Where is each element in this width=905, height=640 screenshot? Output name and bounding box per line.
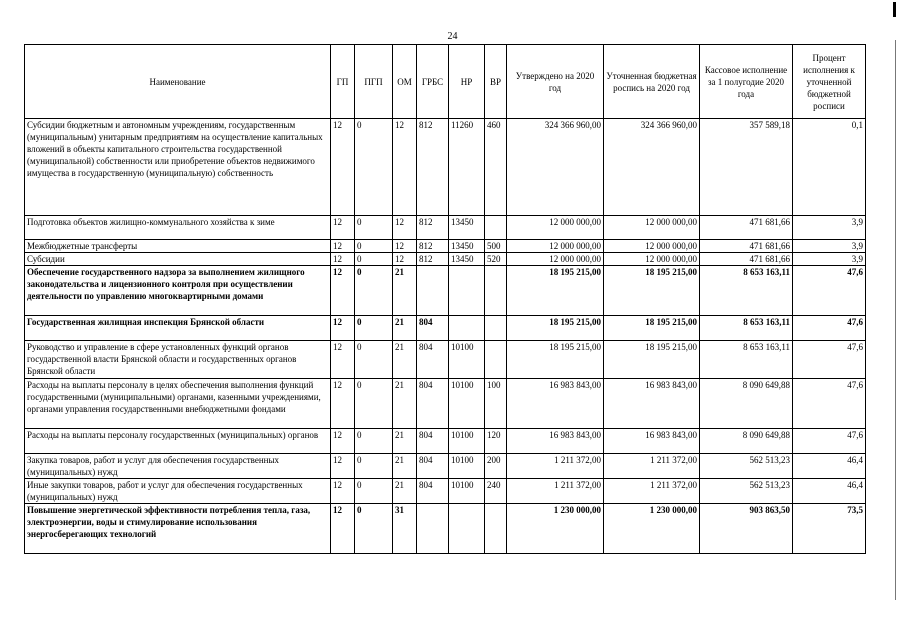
cell-grbs: 804 xyxy=(417,379,449,429)
cell-percent: 3,9 xyxy=(793,216,866,240)
cell-name: Обеспечение государственного надзора за выполнением жилищного законодательства и лицензионного контроля при осуществлении деятельности по управлению многоквартирными домами xyxy=(25,266,331,316)
cell-percent: 3,9 xyxy=(793,253,866,266)
cell-om: 12 xyxy=(393,240,417,253)
header-pgp: ПГП xyxy=(355,45,393,119)
cell-gp: 12 xyxy=(331,504,355,554)
cell-pgp: 0 xyxy=(355,266,393,316)
cell-pgp: 0 xyxy=(355,379,393,429)
scan-edge-line xyxy=(895,40,896,600)
cell-vr xyxy=(485,341,507,379)
cell-om: 31 xyxy=(393,504,417,554)
cell-name: Подготовка объектов жилищно-коммунального хозяйства к зиме xyxy=(25,216,331,240)
cell-cash: 562 513,23 xyxy=(700,454,793,479)
cell-percent: 47,6 xyxy=(793,341,866,379)
cell-vr xyxy=(485,216,507,240)
cell-np xyxy=(449,266,485,316)
cell-approved: 12 000 000,00 xyxy=(507,216,604,240)
cell-name: Расходы на выплаты персоналу государственных (муниципальных) органов xyxy=(25,429,331,454)
cell-approved: 1 230 000,00 xyxy=(507,504,604,554)
cell-vr: 500 xyxy=(485,240,507,253)
cell-vr: 100 xyxy=(485,379,507,429)
cell-grbs: 804 xyxy=(417,479,449,504)
cell-refined: 1 211 372,00 xyxy=(604,454,700,479)
header-om: ОМ xyxy=(393,45,417,119)
cell-grbs: 812 xyxy=(417,253,449,266)
cell-name: Субсидии бюджетным и автономным учреждениям, государственным (муниципальным) унитарным предприятиям на осуществление капитальных вложений в объекты капитального строительства государственной (муниципальной) собственности или приобретение объектов недвижимого имущества в государственную (муниципальную) собственность xyxy=(25,119,331,216)
cell-grbs: 812 xyxy=(417,216,449,240)
cell-pgp: 0 xyxy=(355,316,393,341)
cell-gp: 12 xyxy=(331,216,355,240)
header-grbs: ГРБС xyxy=(417,45,449,119)
cell-cash: 8 653 163,11 xyxy=(700,316,793,341)
cell-approved: 18 195 215,00 xyxy=(507,341,604,379)
cell-name: Закупка товаров, работ и услуг для обеспечения государственных (муниципальных) нужд xyxy=(25,454,331,479)
cell-om: 21 xyxy=(393,266,417,316)
cell-refined: 12 000 000,00 xyxy=(604,216,700,240)
cell-grbs: 804 xyxy=(417,429,449,454)
cell-grbs: 804 xyxy=(417,341,449,379)
cell-om: 12 xyxy=(393,253,417,266)
cell-cash: 8 090 649,88 xyxy=(700,379,793,429)
table-body xyxy=(25,119,866,554)
cell-approved: 18 195 215,00 xyxy=(507,266,604,316)
cell-gp: 12 xyxy=(331,479,355,504)
table-row xyxy=(25,454,866,479)
cell-pgp: 0 xyxy=(355,429,393,454)
cell-name: Государственная жилищная инспекция Брянской области xyxy=(25,316,331,341)
cell-cash: 8 090 649,88 xyxy=(700,429,793,454)
cell-np: 10100 xyxy=(449,454,485,479)
cell-gp: 12 xyxy=(331,119,355,216)
header-vr: ВР xyxy=(485,45,507,119)
cell-cash: 8 653 163,11 xyxy=(700,266,793,316)
cell-pgp: 0 xyxy=(355,240,393,253)
table-header xyxy=(25,45,866,119)
cell-cash: 8 653 163,11 xyxy=(700,341,793,379)
budget-table xyxy=(24,44,866,554)
header-np: НР xyxy=(449,45,485,119)
header-name: Наименование xyxy=(25,45,331,119)
cell-gp: 12 xyxy=(331,379,355,429)
cell-percent: 47,6 xyxy=(793,379,866,429)
cell-cash: 471 681,66 xyxy=(700,253,793,266)
cell-np xyxy=(449,504,485,554)
table-row xyxy=(25,429,866,454)
header-cash: Кассовое исполнение за 1 полугодие 2020 года xyxy=(700,45,793,119)
cell-om: 21 xyxy=(393,429,417,454)
cell-percent: 0,1 xyxy=(793,119,866,216)
cell-om: 21 xyxy=(393,341,417,379)
cell-om: 21 xyxy=(393,316,417,341)
cell-vr: 120 xyxy=(485,429,507,454)
cell-refined: 18 195 215,00 xyxy=(604,266,700,316)
table-row xyxy=(25,216,866,240)
cell-cash: 903 863,50 xyxy=(700,504,793,554)
cell-pgp: 0 xyxy=(355,253,393,266)
cell-np: 13450 xyxy=(449,240,485,253)
cell-np xyxy=(449,316,485,341)
cell-name: Повышение энергетической эффективности потребления тепла, газа, электроэнергии, воды и стимулирование использования энергосберегающих технологий xyxy=(25,504,331,554)
table-row xyxy=(25,316,866,341)
cell-percent: 47,6 xyxy=(793,316,866,341)
cell-pgp: 0 xyxy=(355,341,393,379)
cell-np: 10100 xyxy=(449,429,485,454)
cell-approved: 1 211 372,00 xyxy=(507,479,604,504)
cell-np: 10100 xyxy=(449,379,485,429)
cell-grbs: 812 xyxy=(417,240,449,253)
header-approved: Утверждено на 2020 год xyxy=(507,45,604,119)
cell-om: 21 xyxy=(393,454,417,479)
cell-percent: 47,6 xyxy=(793,429,866,454)
cell-vr: 520 xyxy=(485,253,507,266)
cell-approved: 12 000 000,00 xyxy=(507,253,604,266)
cell-om: 12 xyxy=(393,216,417,240)
cell-pgp: 0 xyxy=(355,479,393,504)
scan-edge-mark xyxy=(893,2,896,17)
cell-gp: 12 xyxy=(331,266,355,316)
cell-vr xyxy=(485,316,507,341)
table-row xyxy=(25,479,866,504)
header-refined: Уточненная бюджетная роспись на 2020 год xyxy=(604,45,700,119)
cell-gp: 12 xyxy=(331,316,355,341)
table-row xyxy=(25,379,866,429)
cell-approved: 12 000 000,00 xyxy=(507,240,604,253)
cell-om: 21 xyxy=(393,379,417,429)
table-row xyxy=(25,266,866,316)
cell-refined: 16 983 843,00 xyxy=(604,429,700,454)
cell-name: Иные закупки товаров, работ и услуг для обеспечения государственных (муниципальных) нужд xyxy=(25,479,331,504)
cell-np: 13450 xyxy=(449,253,485,266)
cell-grbs: 812 xyxy=(417,119,449,216)
cell-refined: 12 000 000,00 xyxy=(604,253,700,266)
cell-percent: 47,6 xyxy=(793,266,866,316)
cell-vr xyxy=(485,504,507,554)
cell-refined: 16 983 843,00 xyxy=(604,379,700,429)
cell-vr: 240 xyxy=(485,479,507,504)
cell-pgp: 0 xyxy=(355,454,393,479)
cell-name: Расходы на выплаты персоналу в целях обеспечения выполнения функций государственными (муниципальными) органами, казенными учреждениями, органами управления государственными внебюджетными фондами xyxy=(25,379,331,429)
header-gp: ГП xyxy=(331,45,355,119)
table-row xyxy=(25,253,866,266)
cell-refined: 18 195 215,00 xyxy=(604,341,700,379)
cell-approved: 16 983 843,00 xyxy=(507,379,604,429)
cell-refined: 1 230 000,00 xyxy=(604,504,700,554)
cell-refined: 324 366 960,00 xyxy=(604,119,700,216)
cell-refined: 1 211 372,00 xyxy=(604,479,700,504)
cell-name: Субсидии xyxy=(25,253,331,266)
cell-grbs: 804 xyxy=(417,454,449,479)
cell-vr xyxy=(485,266,507,316)
cell-cash: 562 513,23 xyxy=(700,479,793,504)
table-row xyxy=(25,341,866,379)
table-row xyxy=(25,240,866,253)
table-row xyxy=(25,119,866,216)
cell-approved: 324 366 960,00 xyxy=(507,119,604,216)
cell-name: Межбюджетные трансферты xyxy=(25,240,331,253)
cell-cash: 357 589,18 xyxy=(700,119,793,216)
cell-om: 21 xyxy=(393,479,417,504)
cell-pgp: 0 xyxy=(355,216,393,240)
cell-np: 13450 xyxy=(449,216,485,240)
cell-grbs xyxy=(417,504,449,554)
cell-percent: 73,5 xyxy=(793,504,866,554)
cell-cash: 471 681,66 xyxy=(700,216,793,240)
page-number: 24 xyxy=(447,31,458,42)
cell-percent: 3,9 xyxy=(793,240,866,253)
cell-cash: 471 681,66 xyxy=(700,240,793,253)
cell-grbs xyxy=(417,266,449,316)
cell-grbs: 804 xyxy=(417,316,449,341)
cell-gp: 12 xyxy=(331,429,355,454)
header-percent: Процент исполнения к уточненной бюджетной росписи xyxy=(793,45,866,119)
cell-percent: 46,4 xyxy=(793,479,866,504)
cell-pgp: 0 xyxy=(355,119,393,216)
cell-np: 11260 xyxy=(449,119,485,216)
cell-gp: 12 xyxy=(331,454,355,479)
cell-gp: 12 xyxy=(331,240,355,253)
table-row xyxy=(25,504,866,554)
cell-pgp: 0 xyxy=(355,504,393,554)
cell-approved: 16 983 843,00 xyxy=(507,429,604,454)
cell-vr: 460 xyxy=(485,119,507,216)
cell-refined: 18 195 215,00 xyxy=(604,316,700,341)
cell-gp: 12 xyxy=(331,341,355,379)
cell-percent: 46,4 xyxy=(793,454,866,479)
cell-vr: 200 xyxy=(485,454,507,479)
cell-gp: 12 xyxy=(331,253,355,266)
cell-np: 10100 xyxy=(449,479,485,504)
cell-approved: 1 211 372,00 xyxy=(507,454,604,479)
cell-np: 10100 xyxy=(449,341,485,379)
cell-om: 12 xyxy=(393,119,417,216)
cell-name: Руководство и управление в сфере установленных функций органов государственной власти Брянской области и государственных органов Брянской области xyxy=(25,341,331,379)
cell-refined: 12 000 000,00 xyxy=(604,240,700,253)
cell-approved: 18 195 215,00 xyxy=(507,316,604,341)
